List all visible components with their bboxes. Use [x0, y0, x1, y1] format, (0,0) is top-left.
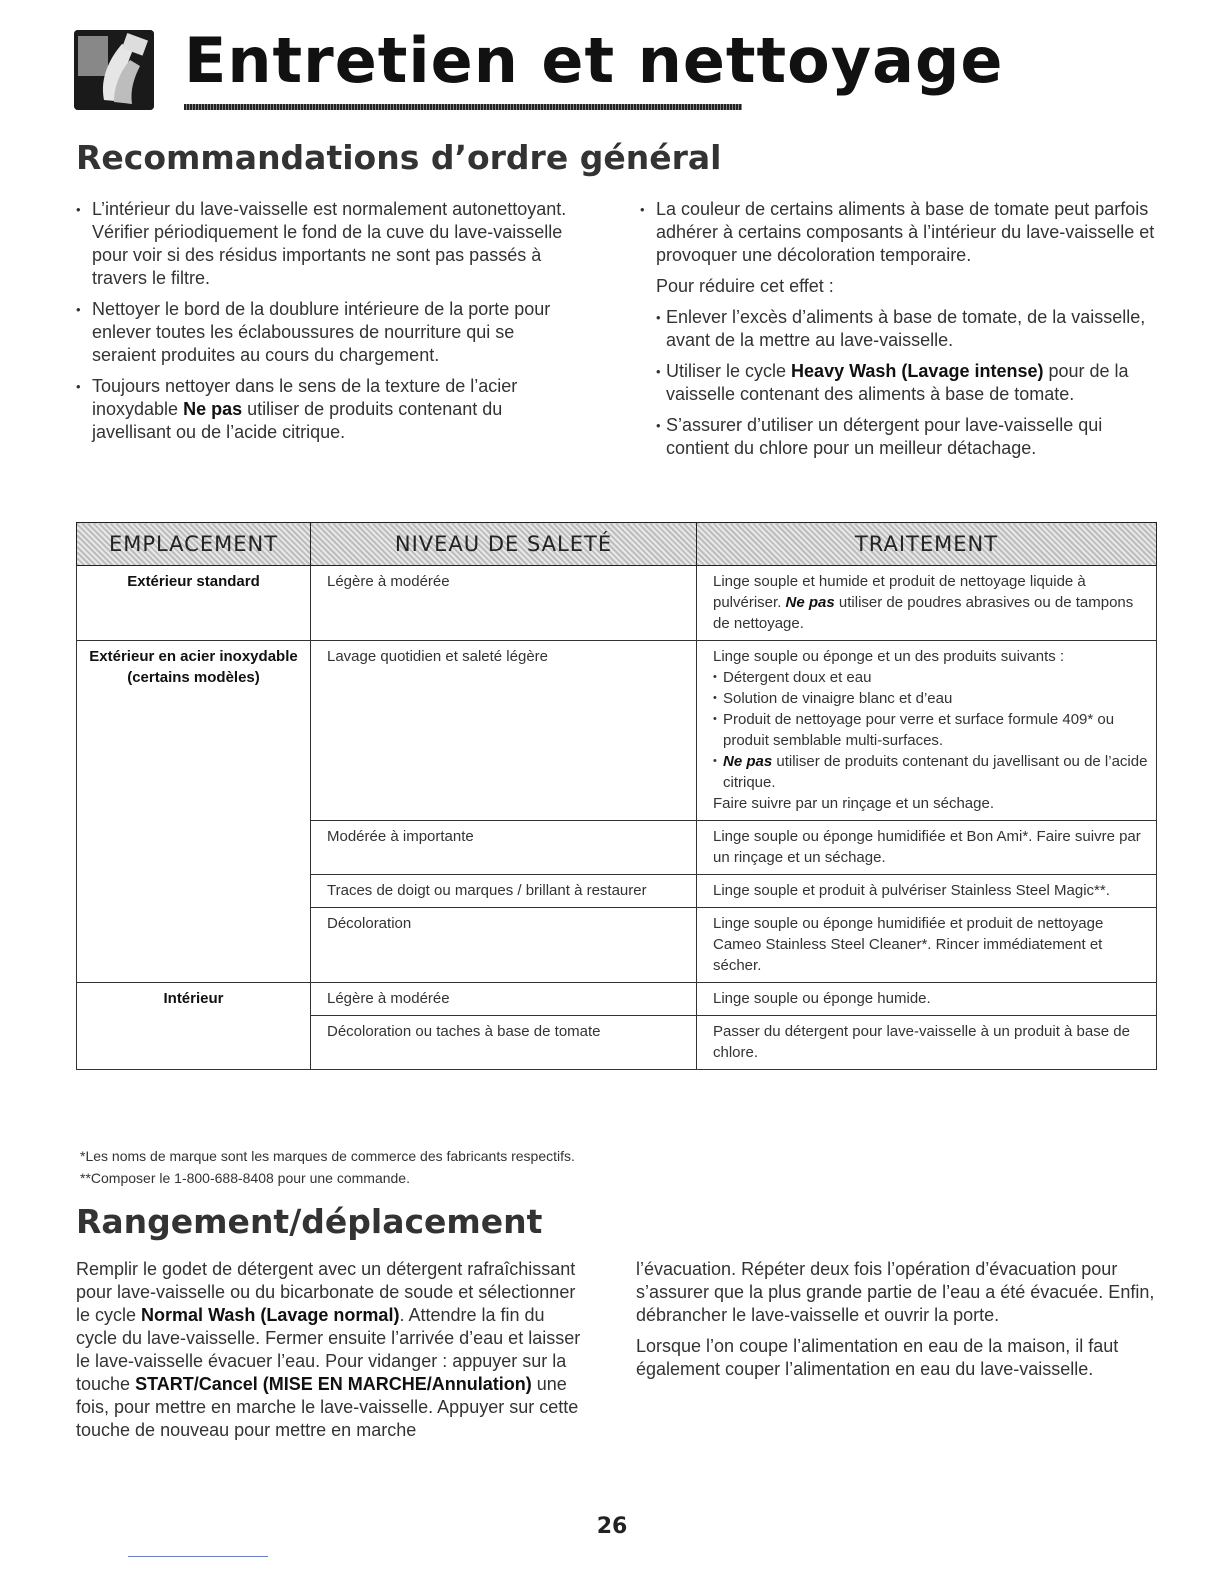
table-row — [77, 983, 1157, 1016]
storage-paragraph: l’évacuation. Répéter deux fois l’opération d’évacuation pour s’assurer que la plus grande partie de l’eau a été évacuée. Enfin, débrancher le lave-vaisselle et ouvrir la porte. — [636, 1259, 1155, 1325]
location-cell: Extérieur standard — [77, 566, 311, 641]
treatment-cell: Linge souple ou éponge humidifiée et produit de nettoyage Cameo Stainless Steel Cleaner*. Rincer immédiatement et sécher. — [697, 908, 1157, 983]
header-treatment: TRAITEMENT — [697, 523, 1157, 566]
location-cell: Extérieur en acier inoxydable (certains modèles) — [77, 641, 311, 983]
level-cell: Traces de doigt ou marques / brillant à restaurer — [311, 875, 697, 908]
level-cell: Lavage quotidien et saleté légère — [311, 641, 697, 821]
storage-left-column — [76, 1258, 586, 1450]
general-bullet: • Toujours nettoyer dans le sens de la texture de l’acier inoxydable Ne pas utiliser de produits contenant du javellisant ou de l’acide citrique. — [76, 375, 576, 444]
general-sub-bullet: • S’assurer d’utiliser un détergent pour lave-vaisselle qui contient du chlore pour un meilleur détachage. — [640, 414, 1160, 460]
general-sub-bullet: • Enlever l’excès d’aliments à base de tomate, de la vaisselle, avant de la mettre au lave-vaisselle. — [640, 306, 1160, 352]
general-bullet: • La couleur de certains aliments à base de tomate peut parfois adhérer à certains composants à l’intérieur du lave-vaisselle et provoquer une décoloration temporaire. — [640, 198, 1160, 267]
general-right-column — [640, 198, 1160, 468]
level-cell: Décoloration — [311, 908, 697, 983]
general-bullet: • Nettoyer le bord de la doublure intérieure de la porte pour enlever toutes les éclaboussures de nourriture qui se seraient produites au cours du chargement. — [76, 298, 576, 367]
general-bullet: • L’intérieur du lave-vaisselle est normalement autonettoyant. Vérifier périodiquement le fond de la cuve du lave-vaisselle pour voir si des résidus importants ne sont pas passés à travers le filtre. — [76, 198, 576, 290]
table-header-row — [77, 523, 1157, 566]
header-soil-level: NIVEAU DE SALETÉ — [311, 523, 697, 566]
treatment-cell: Linge souple ou éponge humide. — [697, 983, 1157, 1016]
bottom-rule — [128, 1556, 268, 1557]
level-cell: Modérée à importante — [311, 821, 697, 875]
treatment-cell: Passer du détergent pour lave-vaisselle à un produit à base de chlore. — [697, 1016, 1157, 1070]
treatment-cell: Linge souple ou éponge et un des produits suivants : • Détergent doux et eau • Solution de vinaigre blanc et d’eau • Produit de nettoyage pour verre et surface formule 409* ou produit semblable multi-surfaces. • Ne pas utiliser de produits contenant du javellisant ou de l’acide citrique. Faire suivre par un rinçage et un séchage. — [697, 641, 1157, 821]
title-underline — [184, 104, 742, 110]
storage-paragraph: Lorsque l’on coupe l’alimentation en eau de la maison, il faut également couper l’alimentation en eau du lave-vaisselle. — [636, 1336, 1119, 1379]
table-row — [77, 566, 1157, 641]
care-table — [76, 522, 1157, 1070]
footnote: **Composer le 1-800-688-8408 pour une commande. — [80, 1170, 410, 1186]
general-intro: Pour réduire cet effet : — [656, 276, 834, 296]
header-location: EMPLACEMENT — [77, 523, 311, 566]
cleaning-hand-icon — [74, 30, 154, 110]
storage-paragraph: Remplir le godet de détergent avec un détergent rafraîchissant pour lave-vaisselle ou du bicarbonate de soude et sélectionner le cycle Normal Wash (Lavage normal). Attendre la fin du cycle du lave-vaisselle. Fermer ensuite l’arrivée d’eau et laisser le lave-vaisselle évacuer l’eau. Pour vidanger : appuyer sur la touche START/Cancel (MISE EN MARCHE/Annulation) une fois, pour mettre en marche le lave-vaisselle. Appuyer sur cette touche de nouveau pour mettre en marche — [76, 1259, 581, 1440]
level-cell: Décoloration ou taches à base de tomate — [311, 1016, 697, 1070]
treatment-cell: Linge souple et produit à pulvériser Stainless Steel Magic**. — [697, 875, 1157, 908]
general-sub-bullet: • Utiliser le cycle Heavy Wash (Lavage intense) pour de la vaisselle contenant des aliments à base de tomate. — [640, 360, 1160, 406]
section-heading-general: Recommandations d’ordre général — [76, 138, 722, 177]
level-cell: Légère à modérée — [311, 983, 697, 1016]
footnote: *Les noms de marque sont les marques de commerce des fabricants respectifs. — [80, 1148, 575, 1164]
section-heading-storage: Rangement/déplacement — [76, 1202, 543, 1241]
page-title: Entretien et nettoyage — [184, 24, 1004, 97]
treatment-cell: Linge souple ou éponge humidifiée et Bon Ami*. Faire suivre par un rinçage et un séchage. — [697, 821, 1157, 875]
level-cell: Légère à modérée — [311, 566, 697, 641]
page-number: 26 — [596, 1514, 628, 1539]
location-cell: Intérieur — [77, 983, 311, 1070]
page-header — [74, 24, 1004, 114]
treatment-cell: Linge souple et humide et produit de nettoyage liquide à pulvériser. Ne pas utiliser de poudres abrasives ou de tampons de nettoyage. — [697, 566, 1157, 641]
table-row — [77, 641, 1157, 821]
general-left-column — [76, 198, 576, 452]
storage-right-column — [636, 1258, 1156, 1389]
